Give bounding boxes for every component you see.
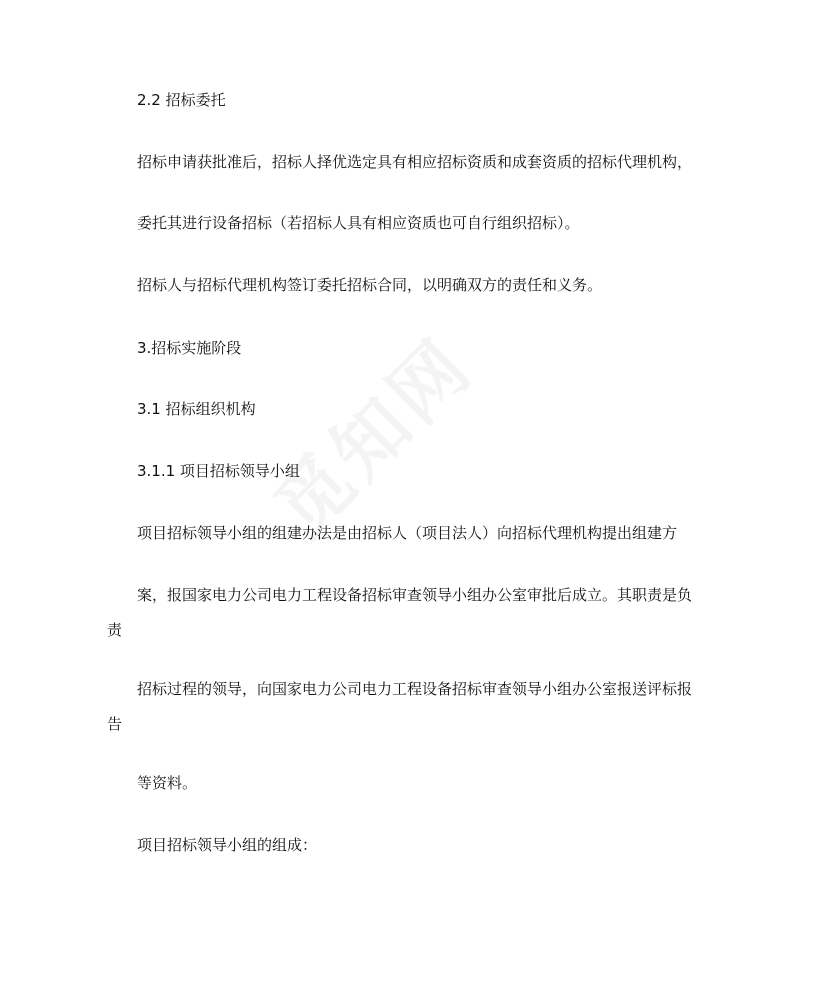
paragraph-line: 招标过程的领导，向国家电力公司电力工程设备招标审查领导小组办公室报送评标报 (137, 680, 693, 698)
paragraph-line: 案，报国家电力公司电力工程设备招标审查领导小组办公室审批后成立。其职责是负 (137, 586, 693, 604)
paragraph-line: 项目招标领导小组的组建办法是由招标人（项目法人）向招标代理机构提出组建方 (137, 524, 678, 542)
watermark (248, 311, 493, 556)
paragraph-line: 委托其进行设备招标（若招标人具有相应资质也可自行组织招标）。 (137, 214, 580, 232)
paragraph-line: 项目招标领导小组的组成： (137, 836, 318, 854)
paragraph-line: 招标申请获批准后，招标人择优选定具有相应招标资质和成套资质的招标代理机构， (137, 153, 693, 171)
section-heading-3-1: 3.1 招标组织机构 (137, 400, 256, 418)
paragraph-line: 等资料。 (137, 774, 198, 792)
section-heading-3: 3.招标实施阶段 (137, 339, 242, 357)
paragraph-line-wrap: 告 (107, 715, 123, 733)
section-heading-2-2: 2.2 招标委托 (137, 91, 226, 109)
paragraph-line: 招标人与招标代理机构签订委托招标合同，以明确双方的责任和义务。 (137, 276, 603, 294)
section-heading-3-1-1: 3.1.1 项目招标领导小组 (137, 462, 300, 480)
paragraph-line-wrap: 责 (107, 621, 123, 639)
